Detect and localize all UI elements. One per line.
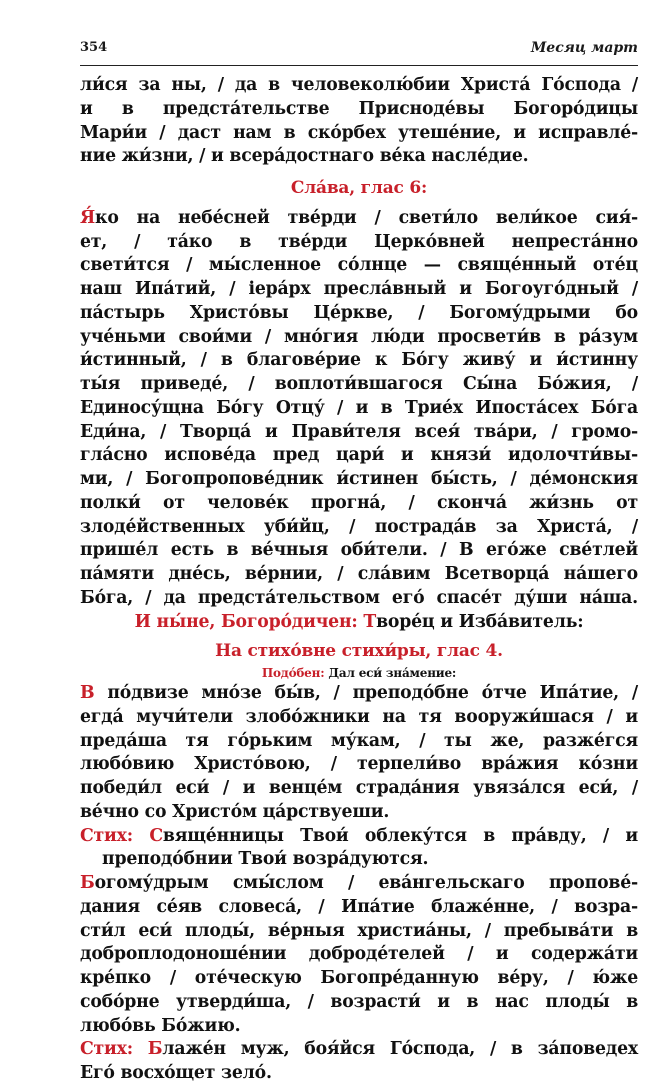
text-segment: огому́дрым смы́слом / ева́нгельскаго пропове́- xyxy=(94,873,638,893)
text-line xyxy=(80,825,638,849)
liturgical-text xyxy=(80,74,638,1086)
header-rule xyxy=(80,65,638,66)
text-line: Его́ восхо́щет зело́. xyxy=(80,1063,272,1083)
text-line: преда́ша тя го́рьким му́кам, / ты же, разже́гся xyxy=(80,730,638,751)
i-nyne-text: воре́ц и Изба́витель: xyxy=(376,611,584,632)
slava-heading: Сла́ва, глас 6: xyxy=(290,178,428,198)
text-line: Еди́на, / Творца́ и Прави́теля всея́ тва́ри, / громо- xyxy=(80,421,638,442)
text-segment: лаже́н муж, боя́йся Го́спода, / в за́поведех xyxy=(162,1039,638,1060)
paragraph-stichera-2 xyxy=(80,872,638,1038)
text-line: па́стырь Христо́вы Це́ркве, / Богому́дрыми бо xyxy=(80,302,638,323)
paragraph-stichera-1 xyxy=(80,682,638,825)
text-line xyxy=(80,207,638,231)
text-segment: ́ко на небе́сней тве́рди / свети́ло вели́кое сия́- xyxy=(95,207,638,228)
page-header xyxy=(80,40,638,62)
text-line: преподо́бнии Твои́ возра́дуются. xyxy=(102,849,429,870)
text-segment: по́двизе мно́зе бы́в, / преподо́бне о́тче Ипа́тие, / xyxy=(94,683,638,703)
text-line: Бо́га, / да предста́тельством его́ спасе́т ду́ши на́ша. xyxy=(80,587,638,608)
text-line: уче́ньми свои́ми / мно́гия лю́ди просвети́в в ра́зум xyxy=(80,326,638,347)
text-line: ты́я приведе́, / воплоти́вшагося Сы́на Бо́жия, / xyxy=(80,374,638,394)
text-line: Мари́и / даст нам в ско́рбех утеше́ние, и исправле́- xyxy=(80,122,638,143)
text-line: и в предста́тельстве Присноде́вы Богоро́дицы xyxy=(80,98,638,119)
text-line: прише́л есть в ве́чныя оби́тели. / В его́же све́тлей xyxy=(80,540,638,561)
podoben-text: Дал еси́ зна́мение: xyxy=(324,666,457,680)
text-line: победи́л еси́ / и венце́м страда́ния увяза́лся еси́, / xyxy=(80,778,638,798)
text-line: ми, / Богопропове́дник и́стинен бы́сть, / де́монския xyxy=(80,469,638,489)
text-line: любо́вию Христо́вою, / терпели́во вра́жия ко́зни xyxy=(80,754,638,775)
stich-2 xyxy=(80,1038,638,1086)
page-number: 354 xyxy=(80,40,108,55)
initial-letter: В xyxy=(80,683,95,703)
text-line: ве́чно со Христо́м ца́рствуеши. xyxy=(80,801,390,822)
text-line: ли́ся за ны, / да в человеколю́бии Христа́ Го́спода / xyxy=(80,75,638,95)
stichovne-heading: На стихо́вне стихи́ры, глас 4. xyxy=(215,641,503,662)
text-line: дания се́яв словеса́, / Ипа́тие блаже́нне, / возра- xyxy=(80,896,638,917)
text-line: злоде́йственных уби́йц, / пострада́в за Христа́, / xyxy=(80,516,638,537)
text-line: наш Ипа́тий, / iера́рх пресла́вный и Богоуго́дный / xyxy=(80,279,638,299)
text-line: па́мяти дне́сь, ве́рнии, / сла́вим Всетворца́ на́шего xyxy=(80,564,638,584)
text-line: ние жи́зни, / и всера́достнаго ве́ка насле́дие. xyxy=(80,146,529,167)
stich-label: Стих: Б xyxy=(80,1039,163,1060)
text-line: любо́вь Бо́жию. xyxy=(80,1015,241,1036)
text-line: полки́ от челове́к прогна́, / сконча́ жи́знь от xyxy=(80,492,638,513)
text-line: доброплодоноше́нии доброде́телей / и содержа́ти xyxy=(80,944,638,965)
podoben-label: Подо́бен: xyxy=(261,666,325,680)
text-line: свети́тся / мы́сленное со́лнце — свяще́нный оте́ц xyxy=(80,255,638,276)
spacer xyxy=(80,169,638,177)
text-line xyxy=(80,872,638,896)
text-line: собо́рне утверди́ша, / возрасти́ и в нас плоды́ в xyxy=(80,991,638,1012)
podoben-line xyxy=(80,664,638,682)
running-title: Месяц март xyxy=(530,40,638,56)
text-line: сти́л еси́ плоды́, ве́рныя христиа́ны, / пребыва́ти в xyxy=(80,920,638,941)
stich-1 xyxy=(80,825,638,873)
stich-label: Стих: С xyxy=(80,825,163,846)
text-line: егда́ мучи́тели злобо́жники на тя вооружи́шася / и xyxy=(80,706,638,727)
text-line: гла́сно испове́да пред цари́ и князи́ идолочти́вы- xyxy=(80,445,638,466)
i-nyne-line xyxy=(80,611,638,635)
text-line: Единосу́щна Бо́гу Отцу́ / и в Трие́х Ипоста́сех Бо́га xyxy=(80,397,638,418)
text-line: кре́пко / оте́ческую Богопре́данную ве́ру, / ю́же xyxy=(80,968,638,988)
text-line: ет, / та́ко в тве́рди Церко́вней непреста́нно xyxy=(80,231,638,252)
text-line xyxy=(80,1038,638,1062)
initial-letter: Я xyxy=(80,207,96,228)
paragraph-block1 xyxy=(80,74,638,169)
text-segment: вяще́нницы Твои́ облеку́тся в пра́вду, / и xyxy=(162,825,638,846)
i-nyne-label: И ны́не, Богоро́дичен: Т xyxy=(134,611,377,632)
text-line: и́стинный, / в благове́рие к Бо́гу живу́ и и́стинну xyxy=(80,350,638,371)
initial-letter: Б xyxy=(80,873,95,893)
text-line xyxy=(80,682,638,706)
paragraph-slava xyxy=(80,207,638,611)
